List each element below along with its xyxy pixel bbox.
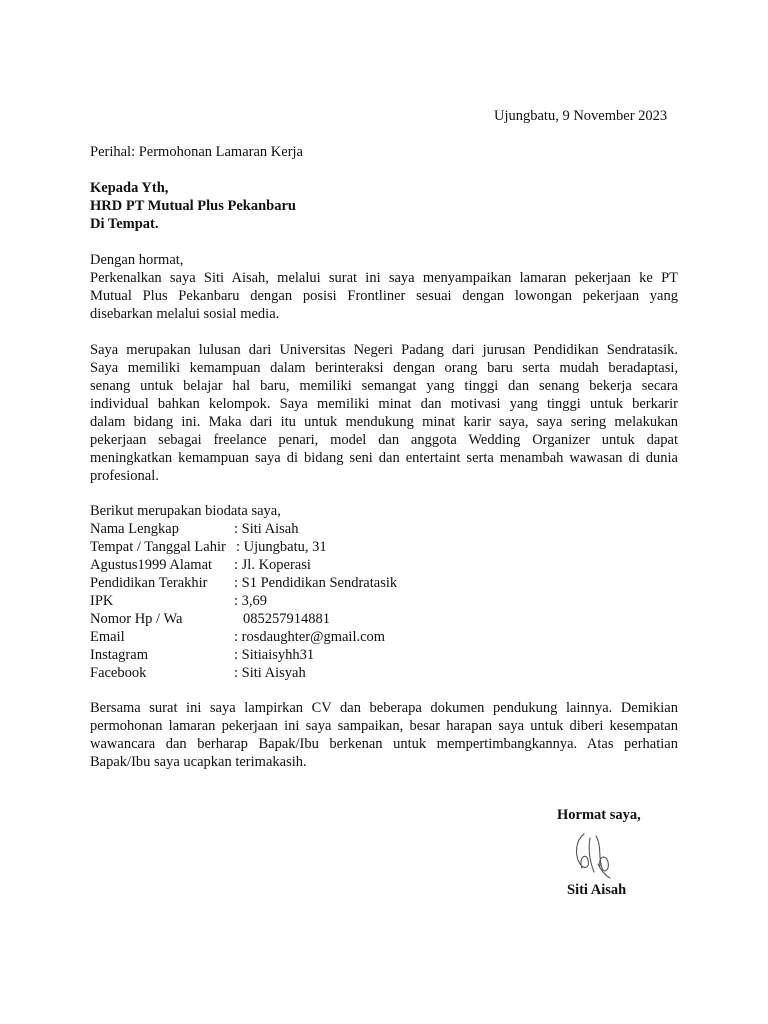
paragraph-line: dalam bidang ini. Maka dari itu untuk mendukung minat karir saya, saya sering melakukan [90,414,678,430]
bio-value: 085257914881 [243,611,330,627]
bio-value: : Siti Aisyah [234,665,306,681]
paragraph-line: individual bahkan kelompok. Saya memiliki minat dan motivasi yang tinggi untuk berkarir [90,396,678,412]
bio-label: Nomor Hp / Wa [90,611,183,627]
bio-label: Instagram [90,647,148,663]
paragraph-line: meningkatkan kemampuan saya di bidang seni dan entertaint serta menambah wawasan di dunia [90,450,678,466]
paragraph-line: Saya memiliki kemampuan dalam berinteraksi dengan orang baru serta mudah beradaptasi, [90,360,678,376]
paragraph-line: Bapak/Ibu saya ucapkan terimakasih. [90,754,307,770]
paragraph-line: Perkenalkan saya Siti Aisah, melalui surat ini saya menyampaikan lamaran pekerjaan ke PT [90,270,678,286]
bio-value: : Sitiaisyhh31 [234,647,315,663]
signature-image [568,828,618,884]
signer-name: Siti Aisah [567,882,627,898]
paragraph-line: profesional. [90,468,159,484]
bio-label: Nama Lengkap [90,521,179,537]
bio-value: : 3,69 [234,593,268,609]
closing: Hormat saya, [557,807,641,823]
bio-intro: Berikut merupakan biodata saya, [90,503,281,519]
bio-value: : Ujungbatu, 31 [236,539,327,555]
bio-label: Agustus1999 Alamat [90,557,213,573]
paragraph-line: wawancara dan berharap Bapak/Ibu berkenan untuk mempertimbangkannya. Atas perhatian [90,736,678,752]
bio-label: Tempat / Tanggal Lahir [90,539,226,555]
subject-line: Perihal: Permohonan Lamaran Kerja [90,144,303,160]
bio-label: Pendidikan Terakhir [90,575,208,591]
recipient-line: Kepada Yth, [90,180,169,196]
bio-value: : Jl. Koperasi [234,557,311,573]
bio-value: : Siti Aisah [234,521,299,537]
bio-label: IPK [90,593,114,609]
paragraph-line: disebarkan melalui sosial media. [90,306,280,322]
bio-value: : rosdaughter@gmail.com [234,629,386,645]
paragraph-line: senang untuk belajar hal baru, memiliki semangat yang tinggi dan senang bekerja secara [90,378,678,394]
paragraph-line: Mutual Plus Pekanbaru dengan posisi Frontliner sesuai dengan lowongan pekerjaan yang [90,288,678,304]
paragraph-line: Saya merupakan lulusan dari Universitas Negeri Padang dari jurusan Pendidikan Sendratasik. [90,342,678,358]
paragraph-line: Bersama surat ini saya lampirkan CV dan beberapa dokumen pendukung lainnya. Demikian [90,700,678,716]
recipient-line: Di Tempat. [90,216,159,232]
greeting: Dengan hormat, [90,252,184,268]
paragraph-line: pekerjaan sebagai freelance penari, model dan anggota Wedding Organizer untuk dapat [90,432,678,448]
bio-label: Email [90,629,125,645]
recipient-line: HRD PT Mutual Plus Pekanbaru [90,198,296,214]
paragraph-line: permohonan lamaran pekerjaan ini saya sampaikan, besar harapan saya untuk diberi kesempatan [90,718,678,734]
place-date: Ujungbatu, 9 November 2023 [494,108,668,124]
bio-value: : S1 Pendidikan Sendratasik [234,575,398,591]
bio-label: Facebook [90,665,147,681]
